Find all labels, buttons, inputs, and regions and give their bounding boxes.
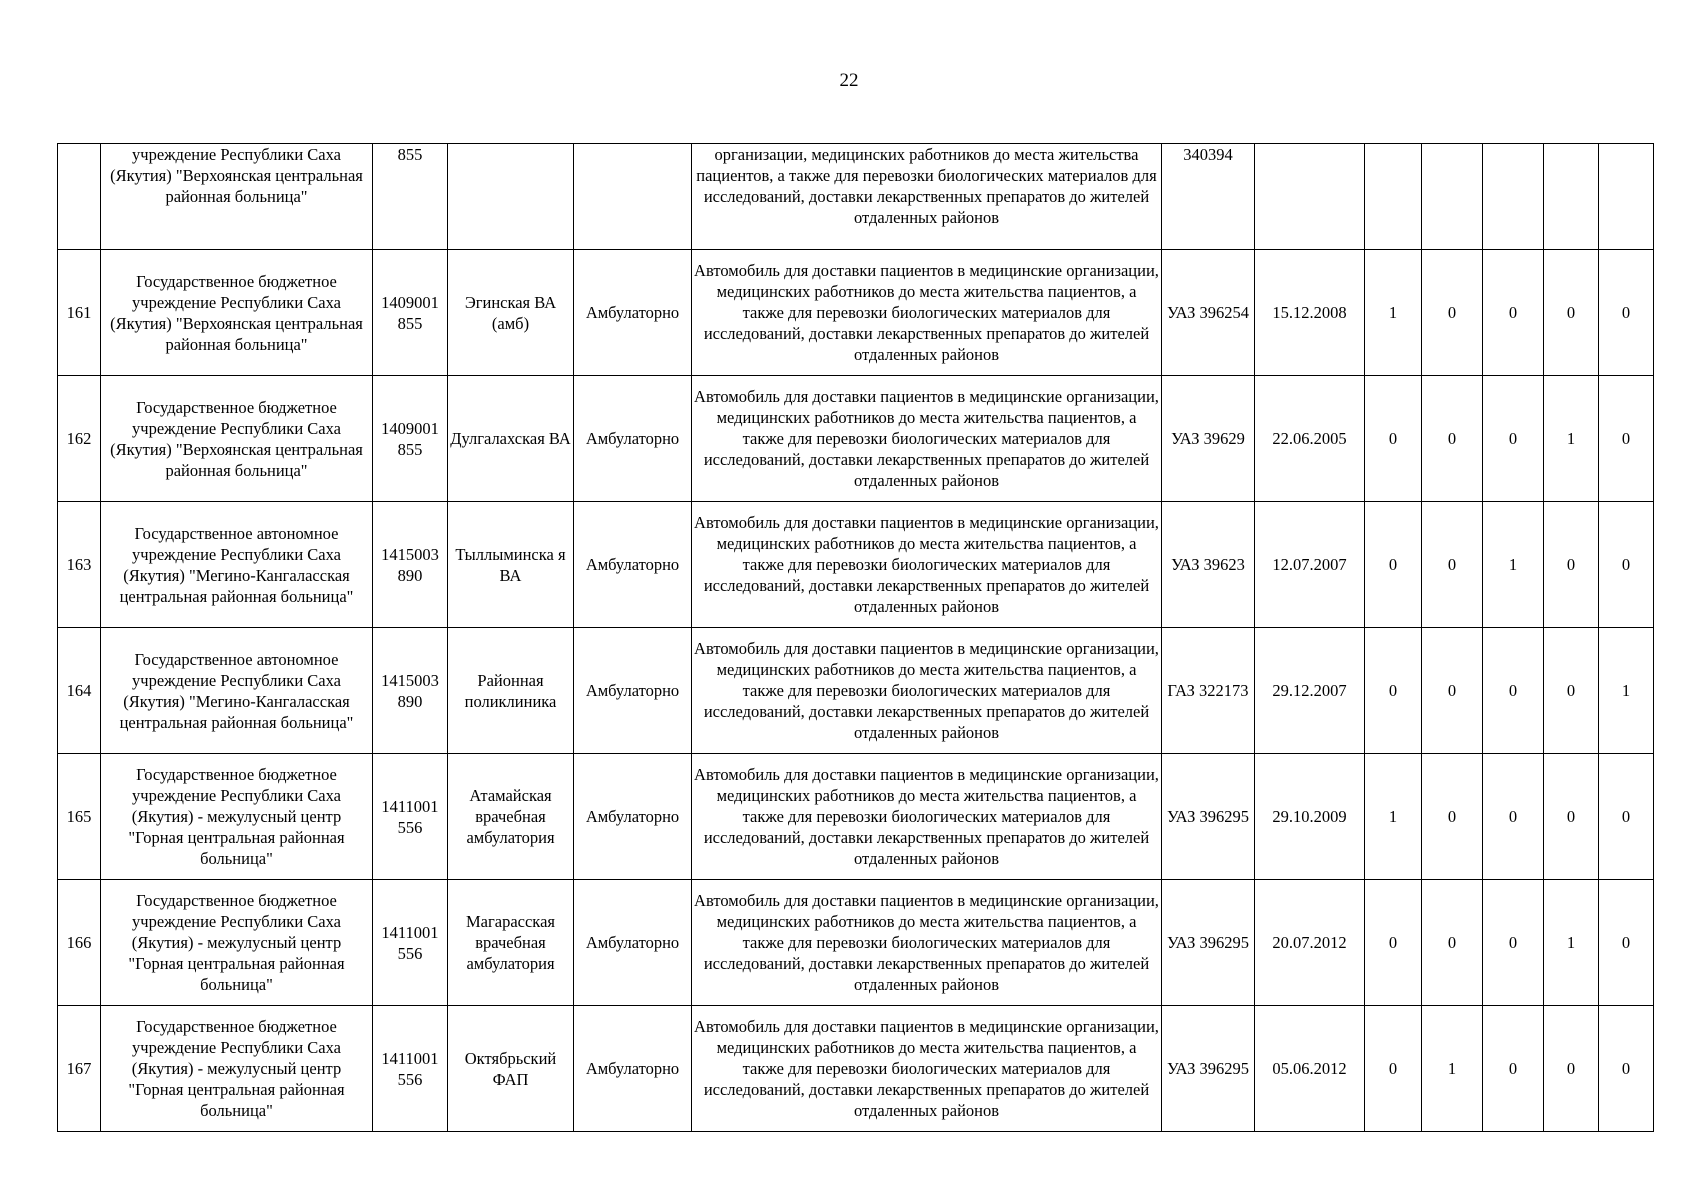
purpose-cell: организации, медицинских работников до места жительства пациентов, а также для перевозки биологических материалов для исследований, доставки лекарственных препаратов до жителей отдаленных районов — [692, 144, 1162, 250]
flag-cell-4: 0 — [1544, 754, 1599, 880]
mode-cell: Амбулаторно — [574, 628, 692, 754]
date-cell: 05.06.2012 — [1255, 1006, 1365, 1132]
row-number: 161 — [58, 250, 101, 376]
purpose-cell: Автомобиль для доставки пациентов в медицинские организации, медицинских работников до места жительства пациентов, а также для перевозки биологических материалов для исследований, доставки лекарственных препаратов до жителей отдаленных районов — [692, 880, 1162, 1006]
flag-cell-5: 0 — [1599, 1006, 1654, 1132]
unit-cell: Магарасская врачебная амбулатория — [448, 880, 574, 1006]
organization-cell: Государственное бюджетное учреждение Республики Саха (Якутия) - межулусный центр "Горная центральная районная больница" — [101, 754, 373, 880]
unit-cell: Октябрьский ФАП — [448, 1006, 574, 1132]
table-row — [58, 628, 1654, 754]
mode-cell: Амбулаторно — [574, 502, 692, 628]
flag-cell-3: 0 — [1483, 250, 1544, 376]
flag-cell-3: 0 — [1483, 628, 1544, 754]
table-row — [58, 880, 1654, 1006]
vehicles-table — [57, 143, 1654, 1132]
flag-cell-5 — [1599, 144, 1654, 250]
flag-cell-5: 0 — [1599, 502, 1654, 628]
unit-cell: Атамайская врачебная амбулатория — [448, 754, 574, 880]
flag-cell-1: 0 — [1365, 376, 1422, 502]
flag-cell-2: 0 — [1422, 376, 1483, 502]
vehicle-cell: УАЗ 396254 — [1162, 250, 1255, 376]
flag-cell-1: 0 — [1365, 880, 1422, 1006]
organization-cell: Государственное бюджетное учреждение Республики Саха (Якутия) "Верхоянская центральная районная больница" — [101, 376, 373, 502]
flag-cell-5: 0 — [1599, 754, 1654, 880]
row-number: 164 — [58, 628, 101, 754]
flag-cell-5: 0 — [1599, 376, 1654, 502]
table-row — [58, 502, 1654, 628]
flag-cell-5: 1 — [1599, 628, 1654, 754]
purpose-cell: Автомобиль для доставки пациентов в медицинские организации, медицинских работников до места жительства пациентов, а также для перевозки биологических материалов для исследований, доставки лекарственных препаратов до жителей отдаленных районов — [692, 628, 1162, 754]
date-cell — [1255, 144, 1365, 250]
date-cell: 29.10.2009 — [1255, 754, 1365, 880]
row-number — [58, 144, 101, 250]
purpose-cell: Автомобиль для доставки пациентов в медицинские организации, медицинских работников до места жительства пациентов, а также для перевозки биологических материалов для исследований, доставки лекарственных препаратов до жителей отдаленных районов — [692, 376, 1162, 502]
mode-cell: Амбулаторно — [574, 376, 692, 502]
purpose-cell: Автомобиль для доставки пациентов в медицинские организации, медицинских работников до места жительства пациентов, а также для перевозки биологических материалов для исследований, доставки лекарственных препаратов до жителей отдаленных районов — [692, 250, 1162, 376]
mode-cell: Амбулаторно — [574, 250, 692, 376]
flag-cell-3 — [1483, 144, 1544, 250]
mode-cell: Амбулаторно — [574, 754, 692, 880]
flag-cell-1 — [1365, 144, 1422, 250]
flag-cell-3: 0 — [1483, 376, 1544, 502]
date-cell: 15.12.2008 — [1255, 250, 1365, 376]
flag-cell-3: 1 — [1483, 502, 1544, 628]
organization-cell: Государственное бюджетное учреждение Республики Саха (Якутия) - межулусный центр "Горная центральная районная больница" — [101, 880, 373, 1006]
flag-cell-4: 0 — [1544, 502, 1599, 628]
code-cell: 1411001 556 — [373, 754, 448, 880]
flag-cell-2: 0 — [1422, 880, 1483, 1006]
date-cell: 29.12.2007 — [1255, 628, 1365, 754]
row-number: 165 — [58, 754, 101, 880]
flag-cell-2: 0 — [1422, 628, 1483, 754]
flag-cell-4 — [1544, 144, 1599, 250]
flag-cell-5: 0 — [1599, 880, 1654, 1006]
flag-cell-2: 1 — [1422, 1006, 1483, 1132]
purpose-cell: Автомобиль для доставки пациентов в медицинские организации, медицинских работников до места жительства пациентов, а также для перевозки биологических материалов для исследований, доставки лекарственных препаратов до жителей отдаленных районов — [692, 1006, 1162, 1132]
vehicle-cell: УАЗ 39629 — [1162, 376, 1255, 502]
vehicle-cell: ГАЗ 322173 — [1162, 628, 1255, 754]
row-number: 162 — [58, 376, 101, 502]
purpose-cell: Автомобиль для доставки пациентов в медицинские организации, медицинских работников до места жительства пациентов, а также для перевозки биологических материалов для исследований, доставки лекарственных препаратов до жителей отдаленных районов — [692, 502, 1162, 628]
flag-cell-3: 0 — [1483, 1006, 1544, 1132]
flag-cell-4: 1 — [1544, 376, 1599, 502]
row-number: 166 — [58, 880, 101, 1006]
mode-cell: Амбулаторно — [574, 1006, 692, 1132]
table-row — [58, 376, 1654, 502]
mode-cell: Амбулаторно — [574, 880, 692, 1006]
code-cell: 855 — [373, 144, 448, 250]
organization-cell: Государственное автономное учреждение Республики Саха (Якутия) "Мегино-Кангаласская центральная районная больница" — [101, 502, 373, 628]
page-number: 22 — [839, 70, 859, 91]
table-row — [58, 1006, 1654, 1132]
vehicle-cell: УАЗ 396295 — [1162, 1006, 1255, 1132]
purpose-cell: Автомобиль для доставки пациентов в медицинские организации, медицинских работников до места жительства пациентов, а также для перевозки биологических материалов для исследований, доставки лекарственных препаратов до жителей отдаленных районов — [692, 754, 1162, 880]
flag-cell-4: 1 — [1544, 880, 1599, 1006]
table-row — [58, 754, 1654, 880]
flag-cell-1: 0 — [1365, 502, 1422, 628]
flag-cell-2: 0 — [1422, 754, 1483, 880]
flag-cell-2 — [1422, 144, 1483, 250]
date-cell: 20.07.2012 — [1255, 880, 1365, 1006]
code-cell: 1409001 855 — [373, 250, 448, 376]
table-row-continuation — [58, 144, 1654, 250]
flag-cell-2: 0 — [1422, 250, 1483, 376]
date-cell: 12.07.2007 — [1255, 502, 1365, 628]
row-number: 167 — [58, 1006, 101, 1132]
unit-cell: Эгинская ВА (амб) — [448, 250, 574, 376]
unit-cell — [448, 144, 574, 250]
flag-cell-2: 0 — [1422, 502, 1483, 628]
code-cell: 1411001 556 — [373, 880, 448, 1006]
organization-cell: Государственное автономное учреждение Республики Саха (Якутия) "Мегино-Кангаласская центральная районная больница" — [101, 628, 373, 754]
code-cell: 1411001 556 — [373, 1006, 448, 1132]
code-cell: 1409001 855 — [373, 376, 448, 502]
vehicle-cell: УАЗ 396295 — [1162, 880, 1255, 1006]
organization-cell: учреждение Республики Саха (Якутия) "Верхоянская центральная районная больница" — [101, 144, 373, 250]
unit-cell: Районная поликлиника — [448, 628, 574, 754]
flag-cell-1: 0 — [1365, 1006, 1422, 1132]
flag-cell-1: 1 — [1365, 250, 1422, 376]
flag-cell-1: 0 — [1365, 628, 1422, 754]
flag-cell-3: 0 — [1483, 880, 1544, 1006]
vehicle-cell: УАЗ 396295 — [1162, 754, 1255, 880]
organization-cell: Государственное бюджетное учреждение Республики Саха (Якутия) - межулусный центр "Горная центральная районная больница" — [101, 1006, 373, 1132]
flag-cell-5: 0 — [1599, 250, 1654, 376]
code-cell: 1415003 890 — [373, 502, 448, 628]
vehicle-cell: 340394 — [1162, 144, 1255, 250]
organization-cell: Государственное бюджетное учреждение Республики Саха (Якутия) "Верхоянская центральная районная больница" — [101, 250, 373, 376]
flag-cell-4: 0 — [1544, 1006, 1599, 1132]
unit-cell: Тыллыминска я ВА — [448, 502, 574, 628]
table-row — [58, 250, 1654, 376]
row-number: 163 — [58, 502, 101, 628]
code-cell: 1415003 890 — [373, 628, 448, 754]
mode-cell — [574, 144, 692, 250]
flag-cell-4: 0 — [1544, 628, 1599, 754]
flag-cell-4: 0 — [1544, 250, 1599, 376]
date-cell: 22.06.2005 — [1255, 376, 1365, 502]
flag-cell-1: 1 — [1365, 754, 1422, 880]
vehicle-cell: УАЗ 39623 — [1162, 502, 1255, 628]
unit-cell: Дулгалахская ВА — [448, 376, 574, 502]
flag-cell-3: 0 — [1483, 754, 1544, 880]
